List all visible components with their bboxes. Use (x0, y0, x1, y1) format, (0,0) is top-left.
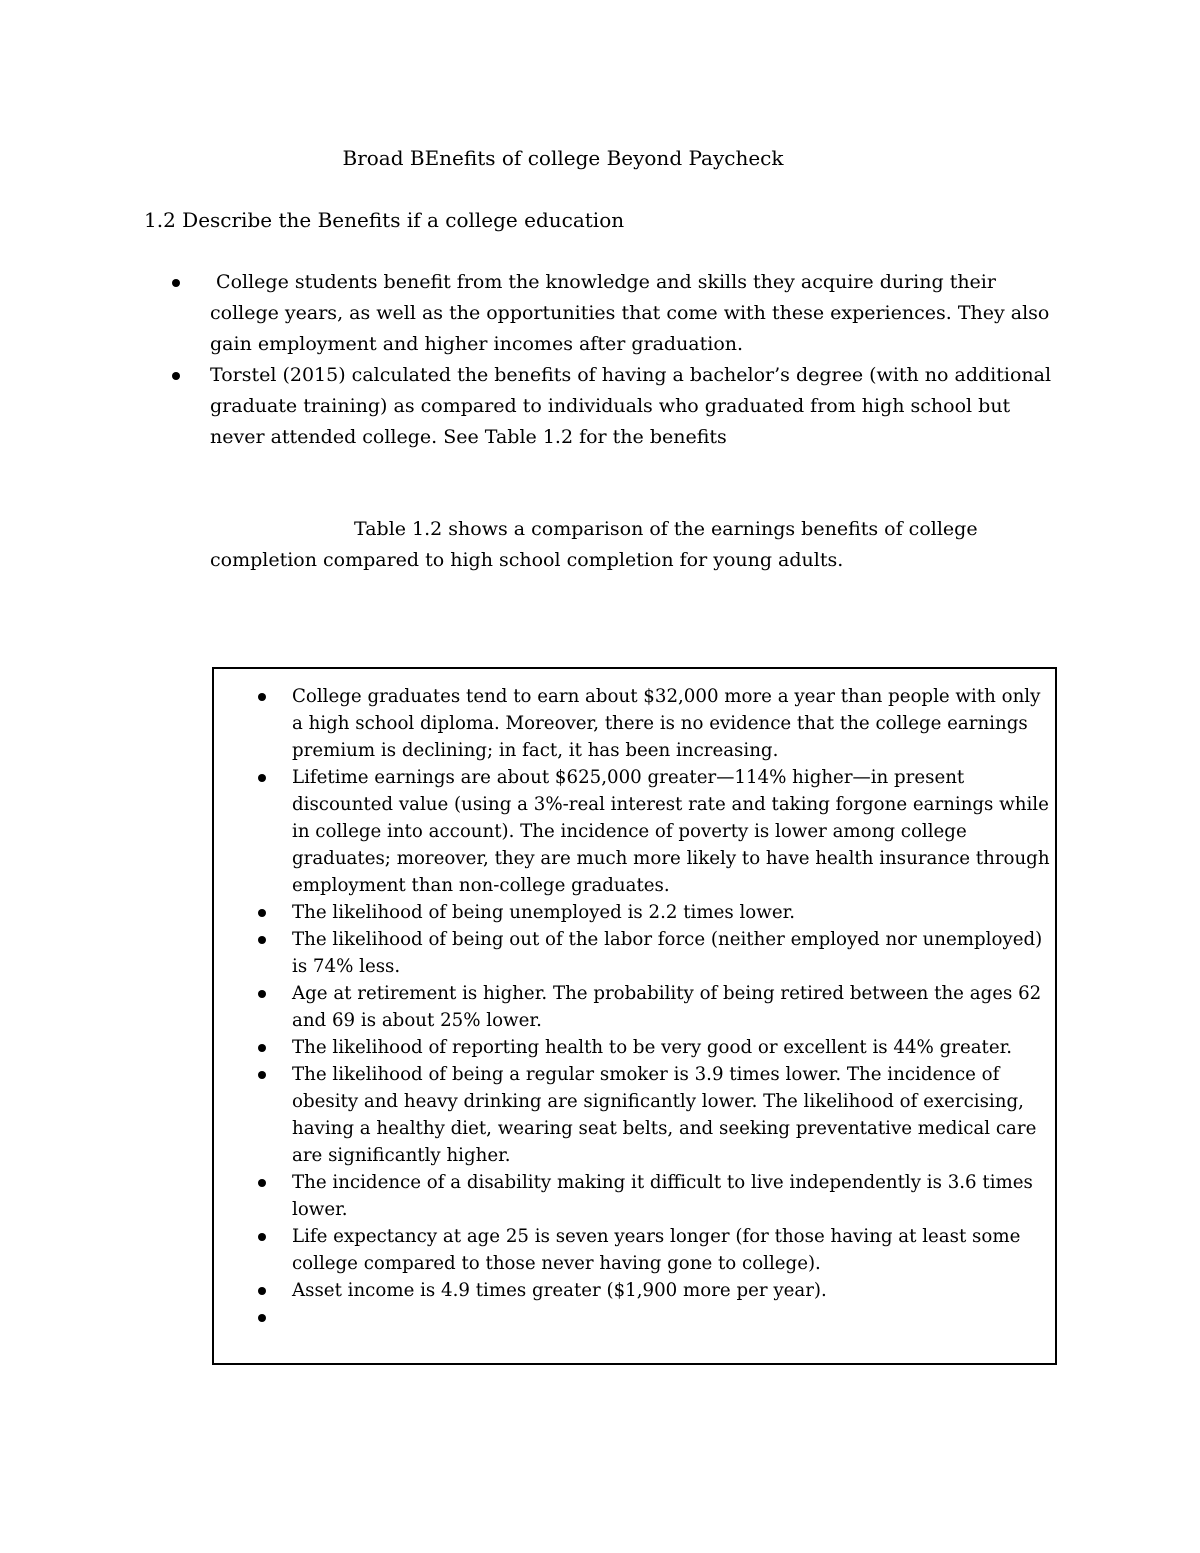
list-item (292, 1061, 1052, 1169)
bullet-icon (258, 1179, 266, 1187)
list-item (210, 360, 1060, 453)
bullet-icon (258, 774, 266, 782)
list-item (292, 899, 1052, 926)
document-title: Broad BEnefits of college Beyond Paycheck (342, 146, 784, 170)
list-item (292, 1223, 1052, 1277)
bullet-icon (258, 1233, 266, 1241)
bullet-icon (172, 279, 180, 287)
section-heading: 1.2 Describe the Benefits if a college education (144, 208, 625, 232)
list-item-text: College graduates tend to earn about $32,000 more a year than people with only a high school diploma. Moreover, there is no evidence that the college earnings premium is declining; in fact, it has been increasing. (292, 686, 1041, 761)
list-item-text: Life expectancy at age 25 is seven years longer (for those having at least some college compared to those never having gone to college). (292, 1226, 1021, 1274)
bullet-icon (258, 1044, 266, 1052)
list-item (292, 1304, 1052, 1331)
bullet-icon (258, 693, 266, 701)
list-item (292, 980, 1052, 1034)
bullet-icon (258, 1071, 266, 1079)
list-item-text: The likelihood of reporting health to be very good or excellent is 44% greater. (292, 1037, 1013, 1058)
list-item-text: Asset income is 4.9 times greater ($1,900 more per year). (292, 1280, 827, 1301)
list-item (292, 764, 1052, 899)
bullet-icon (172, 372, 180, 380)
intro-bullet-list (210, 267, 1060, 453)
list-item-text: The likelihood of being a regular smoker is 3.9 times lower. The incidence of obesity and heavy drinking are significantly lower. The likelihood of exercising, having a healthy diet, wearing seat belts, and seeking preventative medical care are significantly higher. (292, 1064, 1037, 1166)
list-item-text: Age at retirement is higher. The probability of being retired between the ages 62 and 69 is about 25% lower. (292, 983, 1042, 1031)
list-item-text: Lifetime earnings are about $625,000 greater—114% higher—in present discounted value (using a 3%-real interest rate and taking forgone earnings while in college into account). The incidence of poverty is lower among college graduates; moreover, they are much more likely to have health insurance through employment than non-college graduates. (292, 767, 1050, 896)
table-caption: Table 1.2 shows a comparison of the earnings benefits of college completion compared to high school completion for young adults. (210, 518, 978, 571)
list-item-text: The likelihood of being unemployed is 2.2 times lower. (292, 902, 796, 923)
list-item (292, 926, 1052, 980)
bullet-icon (258, 990, 266, 998)
list-item (292, 1169, 1052, 1223)
bullet-icon (258, 909, 266, 917)
list-item (210, 267, 1060, 360)
list-item (292, 683, 1052, 764)
bullet-icon (258, 1314, 266, 1322)
bullet-icon (258, 1287, 266, 1295)
list-item (292, 1277, 1052, 1304)
list-item-text: The likelihood of being out of the labor force (neither employed nor unemployed) is 74% less. (292, 929, 1043, 977)
benefits-bullet-list (292, 683, 1052, 1331)
benefits-table-box (212, 667, 1057, 1365)
list-item (292, 1034, 1052, 1061)
list-item-text: College students benefit from the knowledge and skills they acquire during their college years, as well as the opportunities that come with these experiences. They also gain employment and higher incomes after graduation. (210, 271, 1056, 355)
bullet-icon (258, 936, 266, 944)
list-item-text: Torstel (2015) calculated the benefits of having a bachelor’s degree (with no additional graduate training) as compared to individuals who graduated from high school but never attended college. See Table 1.2 for the benefits (210, 364, 1052, 448)
list-item-text: The incidence of a disability making it difficult to live independently is 3.6 times lower. (292, 1172, 1033, 1220)
